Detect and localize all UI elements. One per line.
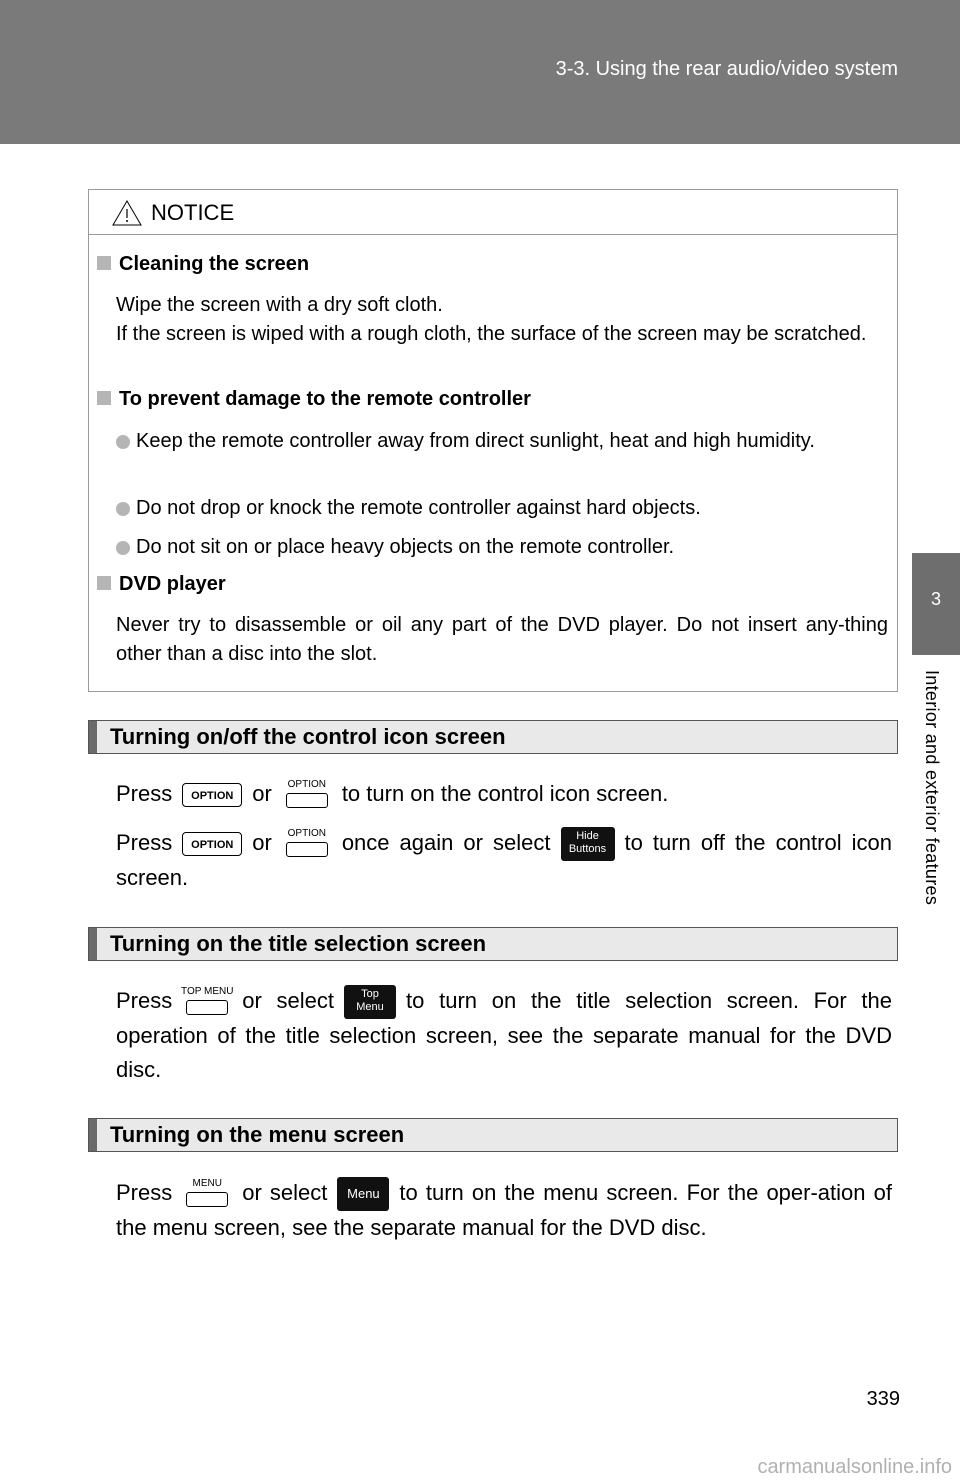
section-heading-title-selection: Turning on the title selection screen — [88, 927, 898, 961]
dot-bullet-icon — [116, 502, 130, 516]
notice-bullet: Do not drop or knock the remote controller against hard objects. — [116, 494, 888, 523]
option-button-icon: OPTION — [182, 832, 242, 856]
option-button-icon: OPTION — [182, 783, 242, 807]
notice-text: If the screen is wiped with a rough cloth, the surface of the screen may be scratched. — [116, 323, 867, 345]
watermark: carmanualsonline.info — [757, 1456, 952, 1478]
chapter-tab — [912, 553, 960, 655]
notice-heading-cleaning: Cleaning the screen — [97, 253, 309, 276]
paragraph: Press TOP MENU or select Top Menu to turn on the title selection screen. For the operation of the title selection screen, see the separate manual for the DVD disc. — [116, 986, 892, 1083]
page-header — [0, 0, 960, 144]
remote-option-button-icon: OPTION — [284, 780, 330, 810]
warning-icon — [111, 199, 143, 227]
notice-bullet: Do not sit on or place heavy objects on the remote controller. — [116, 533, 888, 562]
paragraph: Press OPTION or OPTION once again or select Hide Buttons to turn off the control icon screen. — [116, 828, 892, 891]
section-heading-menu: Turning on the menu screen — [88, 1118, 898, 1152]
remote-menu-button-icon: MENU — [184, 1179, 230, 1209]
chapter-title: Interior and exterior features — [922, 670, 942, 906]
square-bullet-icon — [97, 256, 111, 270]
section-title: 3-3. Using the rear audio/video system — [555, 58, 898, 80]
notice-bullet: Keep the remote controller away from direct sunlight, heat and high humidity. — [116, 427, 888, 456]
dot-bullet-icon — [116, 541, 130, 555]
page-number: 339 — [866, 1388, 900, 1410]
remote-top-menu-button-icon: TOP MENU — [184, 987, 230, 1017]
paragraph: Press OPTION or OPTION to turn on the control icon screen. — [116, 777, 892, 811]
paragraph: Press MENU or select Menu to turn on the menu screen. For the oper-ation of the menu screen, see the separate manual for the DVD disc. — [116, 1178, 892, 1241]
dot-bullet-icon — [116, 435, 130, 449]
menu-screen-button-icon: Menu — [337, 1177, 389, 1211]
notice-heading-remote: To prevent damage to the remote controller — [97, 388, 531, 411]
notice-text: Wipe the screen with a dry soft cloth. — [116, 294, 443, 316]
notice-text: Never try to disassemble or oil any part of the DVD player. Do not insert any-thing other than a disc into the slot. — [116, 614, 888, 665]
hide-buttons-screen-button-icon: Hide Buttons — [561, 827, 615, 861]
remote-option-button-icon: OPTION — [284, 829, 330, 859]
notice-heading-dvd: DVD player — [97, 573, 226, 596]
square-bullet-icon — [97, 576, 111, 590]
notice-box — [88, 189, 898, 692]
square-bullet-icon — [97, 391, 111, 405]
section-heading-control-icon: Turning on/off the control icon screen — [88, 720, 898, 754]
notice-title: NOTICE — [151, 200, 235, 225]
top-menu-screen-button-icon: Top Menu — [344, 985, 396, 1019]
notice-header — [89, 190, 897, 235]
chapter-number: 3 — [930, 589, 941, 609]
